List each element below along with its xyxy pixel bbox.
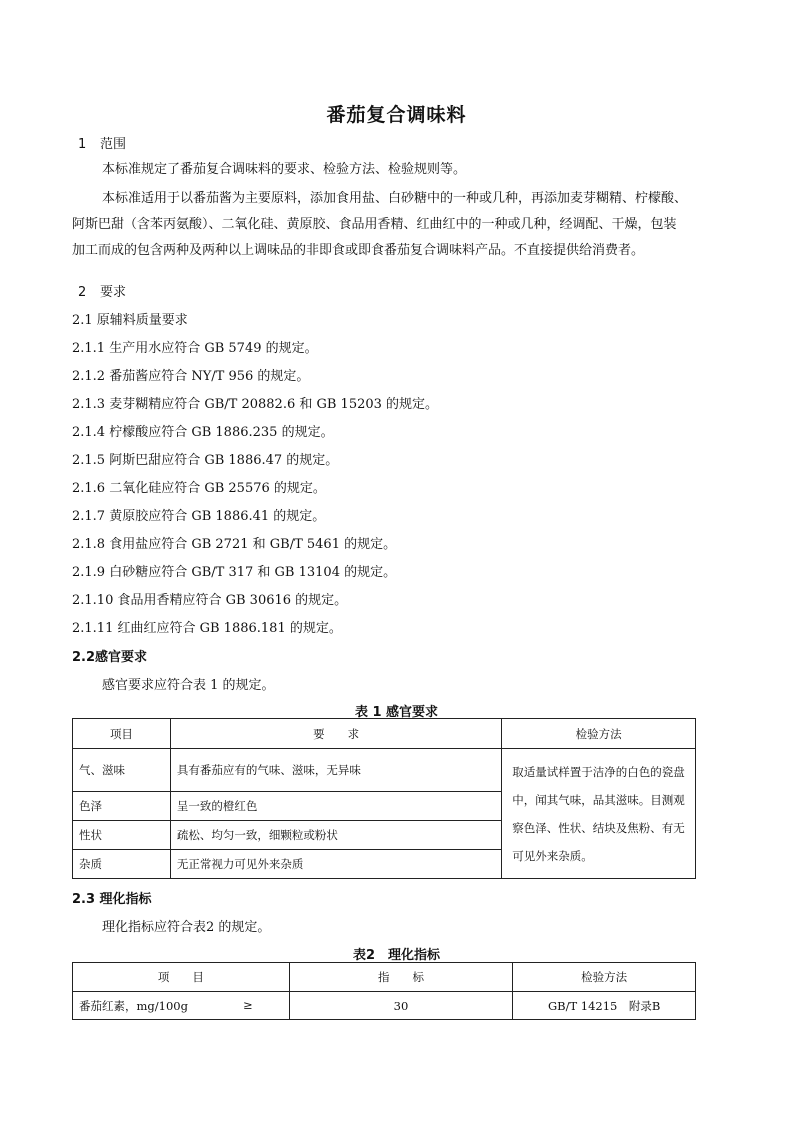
section-1-heading [78, 133, 126, 152]
section-1-number: 1 [78, 137, 87, 152]
section-1-paragraph-1: 本标准规定了番茄复合调味料的要求、检验方法、检验规则等。 [102, 162, 467, 177]
table-row [73, 749, 696, 792]
table-cell-item: 色泽 [73, 792, 171, 821]
section-1-paragraph-2-line-3: 加工而成的包含两种及两种以上调味品的非即食或即食番茄复合调味料产品。不直接提供给消费者。 [72, 243, 645, 258]
table-header-cell: 要 求 [170, 719, 501, 749]
table-header-cell: 项目 [73, 719, 171, 749]
sensory-requirements-table [72, 718, 696, 879]
table-header-cell: 指 标 [289, 963, 513, 992]
list-item: 2.1.6 二氧化硅应符合 GB 25576 的规定。 [72, 481, 326, 496]
list-item: 2.1.7 黄原胶应符合 GB 1886.41 的规定。 [72, 509, 326, 524]
document-title: 番茄复合调味料 [326, 104, 467, 126]
table-header-cell: 检验方法 [502, 719, 696, 749]
list-item: 2.1.11 红曲红应符合 GB 1886.181 的规定。 [72, 621, 342, 636]
table-cell-value: 30 [289, 992, 513, 1020]
section-2-title: 要求 [100, 285, 127, 300]
list-item: 2.1.9 白砂糖应符合 GB/T 317 和 GB 13104 的规定。 [72, 565, 397, 580]
table-row [73, 992, 696, 1020]
table-cell-requirement: 呈一致的橙红色 [170, 792, 501, 821]
greater-equal-symbol: ≥ [243, 997, 253, 1012]
list-item: 2.1.10 食品用香精应符合 GB 30616 的规定。 [72, 593, 348, 608]
list-item: 2.1.1 生产用水应符合 GB 5749 的规定。 [72, 341, 318, 356]
list-item: 2.1.3 麦芽糊精应符合 GB/T 20882.6 和 GB 15203 的规定。 [72, 397, 439, 412]
table-cell-requirement: 疏松、均匀一致，细颗粒或粉状 [170, 821, 501, 850]
table-cell-item [73, 992, 290, 1020]
list-item: 2.1.4 柠檬酸应符合 GB 1886.235 的规定。 [72, 425, 334, 440]
section-1-title: 范围 [100, 137, 127, 152]
section-2-number: 2 [78, 285, 87, 300]
table-cell-item: 杂质 [73, 850, 171, 879]
list-item: 2.1.5 阿斯巴甜应符合 GB 1886.47 的规定。 [72, 453, 339, 468]
table-cell-method: 取适量试样置于洁净的白色的瓷盘中，闻其气味，品其滋味。目测观察色泽、性状、结块及焦粉、有无可见外来杂质。 [502, 749, 696, 879]
section-1-paragraph-2-line-2: 阿斯巴甜（含苯丙氨酸）、二氧化硅、黄原胶、食品用香精、红曲红中的一种或几种，经调配、干燥，包装 [72, 217, 677, 232]
subsection-2-1-heading: 2.1 原辅料质量要求 [72, 313, 188, 328]
subsection-2-3-heading: 2.3 理化指标 [72, 892, 152, 907]
table-cell-item: 气、滋味 [73, 749, 171, 792]
list-item: 2.1.2 番茄酱应符合 NY/T 956 的规定。 [72, 369, 310, 384]
list-item: 2.1.8 食用盐应符合 GB 2721 和 GB/T 5461 的规定。 [72, 537, 397, 552]
table-2-caption: 表2 理化指标 [352, 948, 441, 963]
table-1-caption: 表 1 感官要求 [354, 705, 439, 720]
physicochemical-table [72, 962, 696, 1020]
table-cell-requirement: 具有番茄应有的气味、滋味，无异味 [170, 749, 501, 792]
table-header-cell: 检验方法 [513, 963, 696, 992]
subsection-2-2-text: 感官要求应符合表 1 的规定。 [102, 678, 275, 693]
lycopene-label: 番茄红素，mg/100g [79, 998, 188, 1013]
section-1-paragraph-2-line-1: 本标准适用于以番茄酱为主要原料，添加食用盐、白砂糖中的一种或几种，再添加麦芽糊精、柠檬酸、 [102, 191, 688, 206]
subsection-2-3-text: 理化指标应符合表2 的规定。 [102, 920, 271, 935]
table-header-row [73, 719, 696, 749]
section-2-heading [78, 281, 126, 300]
subsection-2-2-heading: 2.2感官要求 [72, 650, 148, 665]
table-header-row [73, 963, 696, 992]
table-cell-requirement: 无正常视力可见外来杂质 [170, 850, 501, 879]
table-header-cell: 项 目 [73, 963, 290, 992]
table-cell-item: 性状 [73, 821, 171, 850]
table-cell-method: GB/T 14215 附录B [513, 992, 696, 1020]
